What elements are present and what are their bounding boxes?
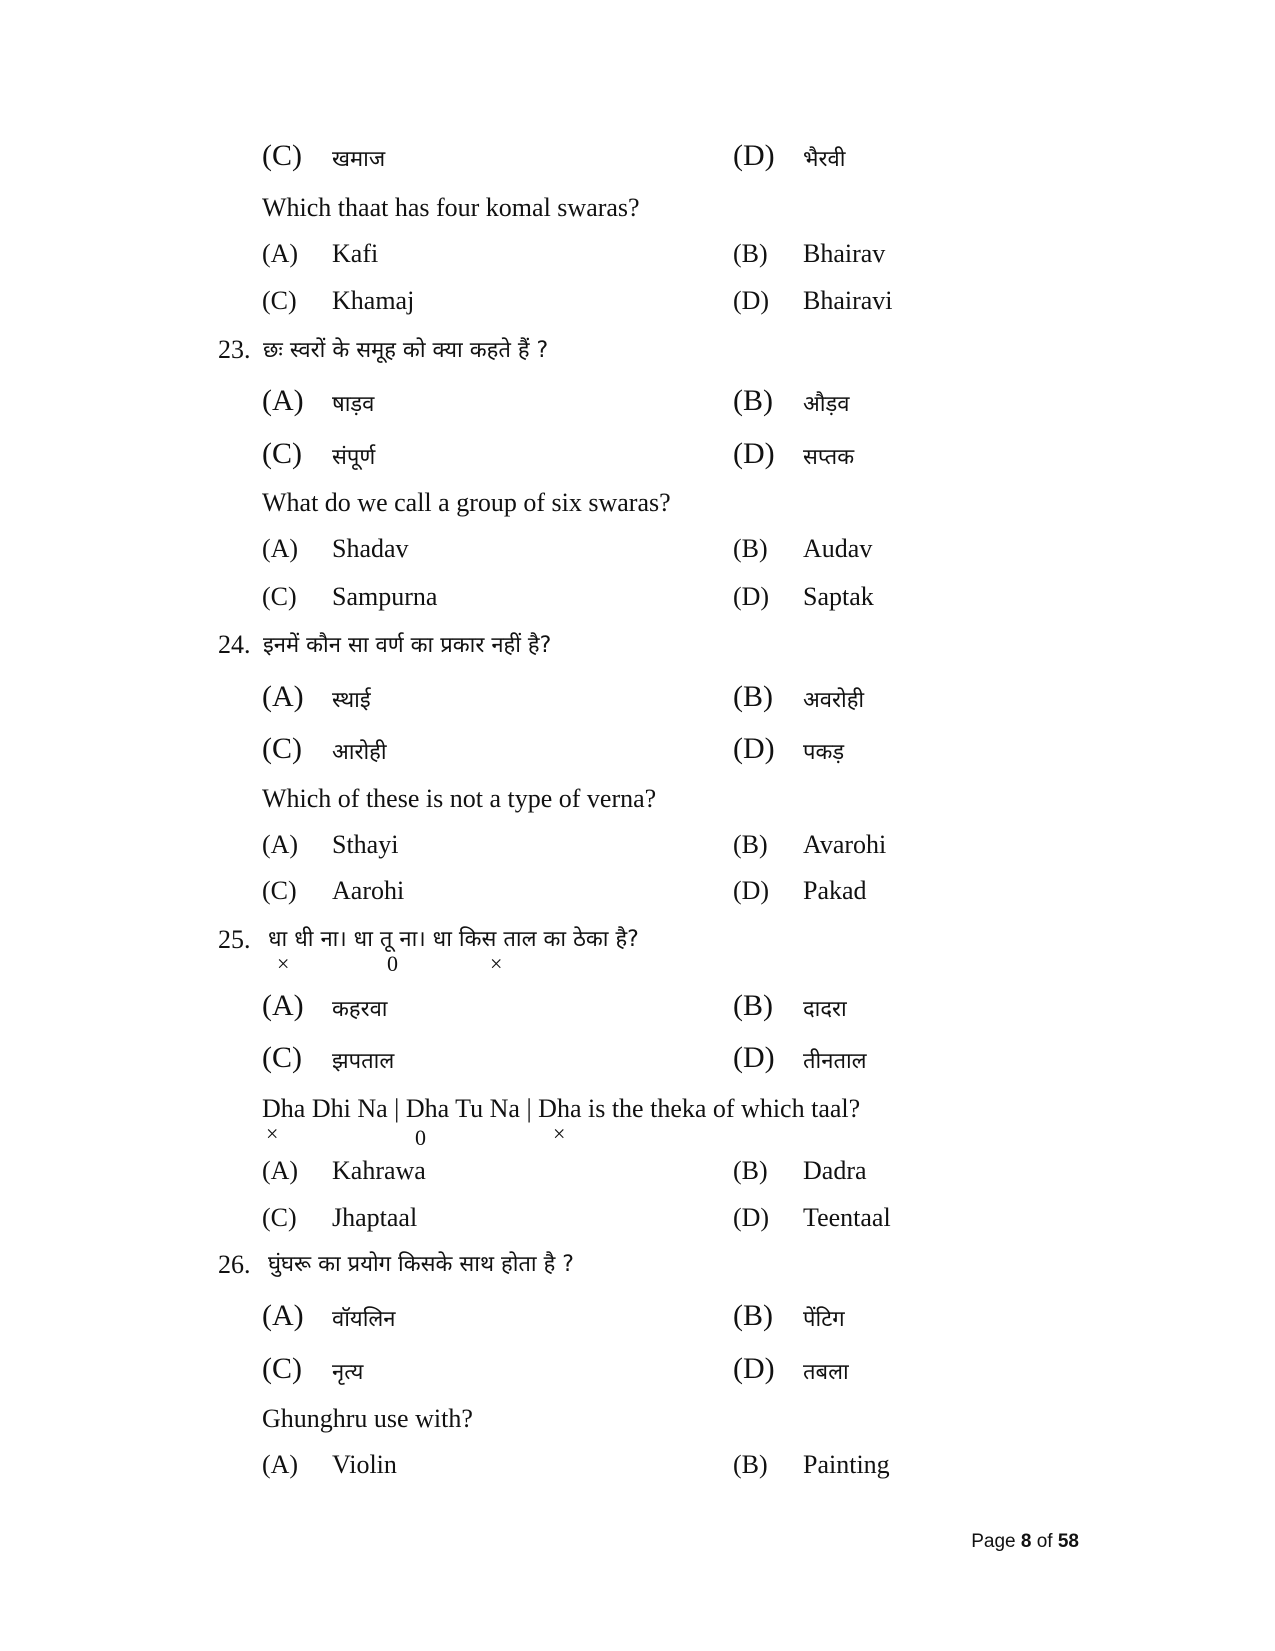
option-text: Sampurna (332, 582, 438, 611)
option-label: (B) (733, 384, 773, 417)
question-text-hi: छः स्वरों के समूह को क्या कहते हैं ? (263, 338, 549, 363)
option-label: (C) (262, 1203, 297, 1232)
option-label: (A) (262, 680, 304, 713)
option-text: झपताल (332, 1049, 395, 1074)
option-label: (C) (262, 139, 302, 172)
option-text: Kahrawa (332, 1156, 426, 1185)
option-text: दादरा (803, 997, 847, 1022)
page-word: Page (971, 1531, 1016, 1552)
option-text: आरोही (332, 740, 387, 765)
question-text-hi: धा धी ना। धा तू ना। धा किस ताल का ठेका है? (268, 927, 639, 952)
question-text-en: Dha Dhi Na | Dha Tu Na | Dha is the theka of which taal? (262, 1094, 861, 1123)
question-text-hi: घुंघरू का प्रयोग किसके साथ होता है ? (268, 1252, 574, 1277)
taal-mark-khali: 0 (415, 1125, 426, 1150)
option-label: (B) (733, 1299, 773, 1332)
option-label: (D) (733, 1203, 770, 1232)
question-number: 25. (218, 925, 251, 954)
option-label: (D) (733, 1041, 775, 1074)
option-label: (B) (733, 680, 773, 713)
option-text: Shadav (332, 534, 409, 563)
question-text-en: Which of these is not a type of verna? (262, 784, 657, 813)
option-label: (A) (262, 239, 299, 268)
option-label: (D) (733, 139, 775, 172)
option-text: Audav (803, 534, 873, 563)
option-text: Sthayi (332, 830, 399, 859)
option-label: (D) (733, 1352, 775, 1385)
taal-mark-sam: × (277, 951, 290, 976)
option-text: Saptak (803, 582, 874, 611)
option-text: Dadra (803, 1156, 867, 1185)
option-label: (D) (733, 437, 775, 470)
option-label: (A) (262, 384, 304, 417)
option-text: सप्तक (803, 445, 855, 470)
option-text: पेंटिग (803, 1307, 845, 1332)
option-text: संपूर्ण (332, 445, 376, 470)
option-label: (A) (262, 989, 304, 1022)
of-word: of (1036, 1531, 1053, 1552)
option-text: Bhairav (803, 239, 886, 268)
option-label: (D) (733, 286, 770, 315)
option-text: अवरोही (803, 688, 865, 713)
question-text-en: Which thaat has four komal swaras? (262, 193, 640, 222)
taal-mark-sam: × (490, 951, 503, 976)
option-label: (A) (262, 534, 299, 563)
option-text: Khamaj (332, 286, 415, 315)
question-number: 23. (218, 335, 251, 364)
option-text: Painting (803, 1450, 890, 1479)
question-text-en: What do we call a group of six swaras? (262, 488, 671, 517)
option-label: (C) (262, 876, 297, 905)
option-label: (B) (733, 830, 768, 859)
option-text: Pakad (803, 876, 867, 905)
option-text: तीनताल (803, 1049, 867, 1074)
option-label: (A) (262, 1299, 304, 1332)
option-text: कहरवा (332, 997, 388, 1022)
option-text: Violin (332, 1450, 397, 1479)
page-footer (971, 1530, 1079, 1554)
option-text: Aarohi (332, 876, 405, 905)
option-text: स्थाई (332, 688, 371, 713)
option-label: (C) (262, 1352, 302, 1385)
current-page-number: 8 (1020, 1531, 1032, 1552)
option-label: (A) (262, 1450, 299, 1479)
option-text: षाड़व (332, 392, 375, 417)
taal-mark-sam: × (266, 1121, 279, 1146)
option-label: (B) (733, 989, 773, 1022)
option-label: (B) (733, 1450, 768, 1479)
option-text: भैरवी (803, 147, 846, 172)
option-text: नृत्य (332, 1360, 364, 1385)
taal-mark-khali: 0 (387, 951, 398, 976)
option-label: (C) (262, 286, 297, 315)
option-label: (D) (733, 732, 775, 765)
option-label: (C) (262, 437, 302, 470)
question-text-hi: इनमें कौन सा वर्ण का प्रकार नहीं है? (263, 633, 552, 658)
option-text: पकड़ (803, 740, 845, 765)
option-label: (C) (262, 732, 302, 765)
option-label: (A) (262, 1156, 299, 1185)
question-text-en: Ghunghru use with? (262, 1404, 473, 1433)
option-label: (D) (733, 582, 770, 611)
option-text: तबला (803, 1360, 849, 1385)
total-page-count: 58 (1057, 1531, 1079, 1552)
option-label: (A) (262, 830, 299, 859)
option-label: (B) (733, 1156, 768, 1185)
option-text: वॉयलिन (332, 1307, 396, 1332)
option-text: Bhairavi (803, 286, 893, 315)
option-text: औड़व (803, 392, 850, 417)
question-number: 24. (218, 630, 251, 659)
option-label: (B) (733, 239, 768, 268)
option-label: (B) (733, 534, 768, 563)
option-text: Kafi (332, 239, 379, 268)
option-label: (D) (733, 876, 770, 905)
option-text: Jhaptaal (332, 1203, 418, 1232)
question-number: 26. (218, 1250, 251, 1279)
option-label: (C) (262, 1041, 302, 1074)
option-text: Teentaal (803, 1203, 891, 1232)
option-text: Avarohi (803, 830, 887, 859)
option-label: (C) (262, 582, 297, 611)
option-text: खमाज (332, 147, 386, 172)
taal-mark-sam: × (553, 1121, 566, 1146)
